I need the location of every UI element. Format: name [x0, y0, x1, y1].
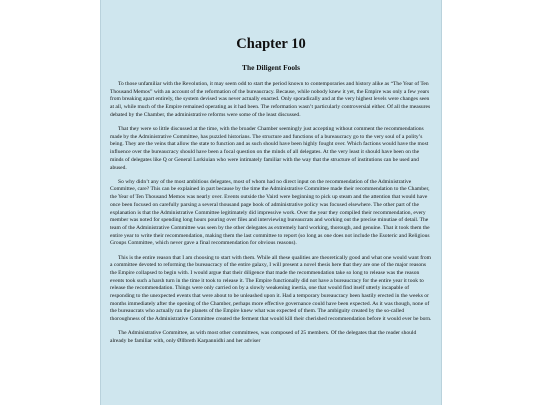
- document-page: [100, 0, 442, 405]
- chapter-subtitle: The Diligent Fools: [242, 63, 300, 72]
- body-paragraph: The Administrative Committee, as with most other committees, was composed of 25 members. Of the delegates that the reader should already be familiar with, only Øllbreth Karpannidhi and her adviser: [110, 330, 417, 345]
- body-paragraph: That they were so little discussed at the time, with the broader Chamber seemingly just accepting without comment the recommendations made by the Administrative Committee, has puzzled historians. The structure and functions of a bureaucracy go to the very soul of a polity’s being. They are the veins that allow the state to function and as such should have been highly fought over. Which factions would have the most influence over the bureaucracy should have been a focal question on the minds of all delegates. At the very least it should have been on the minds of delegates like Q or General Lorkiuian who were intimately familiar with the way that the structure of institutions can be used and abused.: [110, 126, 429, 171]
- page-content: [110, 36, 432, 352]
- body-paragraph: So why didn’t any of the most ambitious delegates, most of whom had no direct input on the recommendation of the Administrative Committee, care? This can be explained in part because by the time the Administrative Committee made their recommendation to the Chamber, the Year of Ten Thousand Memos was nearly over. Events outside the Vaird were beginning to pick up steam and the attention that would have once been focused on carefully parsing a several thousand page book of administrative policy was focused elsewhere. The other part of the explanation is that the Administrative Committee legitimately did impressive work. Over the year they compiled their recommendation, every member was noted for spending long hours pouring over files and interviewing bureaucrats and working out the precise minutiae of detail. The team of the Administrative Committee was seen by the other delegates as extremely hard working, thorough, and genuine. That it took them the entire year to write their recommendation, making them the last committee to report (so long as one does not include the Esoteric and Religious Groups Committee, which never gave a final recommendation for obvious reasons).: [110, 178, 430, 247]
- body-paragraph: This is the entire reason that I am choosing to start with them. While all these qualities are theoretically good and what one would want from a committee devoted to reforming the bureaucracy of the entire galaxy, I will present a novel thesis here that they are one of the major reasons the Empire collapsed to begin with. I would argue that their diligence that made the recommendation take so long to release was the reason events took such a harsh turn in the time it took to release it. The Empire functionally did not have a bureaucracy for the entire year it took to release the recommendation. Things were only carried on by a slowly weakening inertia, one that would find itself utterly incapable of responding to the unexpected events that were about to be unleashed upon it. Had a temporary bureaucracy been hastily erected in the weeks or months immediately after the opening of the Chamber, perhaps more effective governance could have been expected. As it was though, none of the bureaucrats who actually ran the planets of the Empire knew what was expected of them. The ambiguity created by the so-called thoroughness of the Administrative Committee created the ferment that would kill their cherished recommendation before it would ever be born.: [110, 254, 432, 323]
- chapter-title: Chapter 10: [236, 36, 306, 52]
- body-paragraph: To those unfamiliar with the Revolution, it may seem odd to start the period known to contemporaries and history alike as “The Year of Ten Thousand Memos” with an account of the reformation of the bureaucracy. Because, while nobody knew it yet, the Empire was only a few years from breaking apart entirely, the system devised was never actually enacted. Only sporadically and at the very highest levels were changes seen at all, while much of the Empire remained operating as it had been. The reformation wasn’t particularly controversial either. Of all the measures debated by the Chamber, the administrative reforms were some of the least discussed.: [110, 81, 431, 118]
